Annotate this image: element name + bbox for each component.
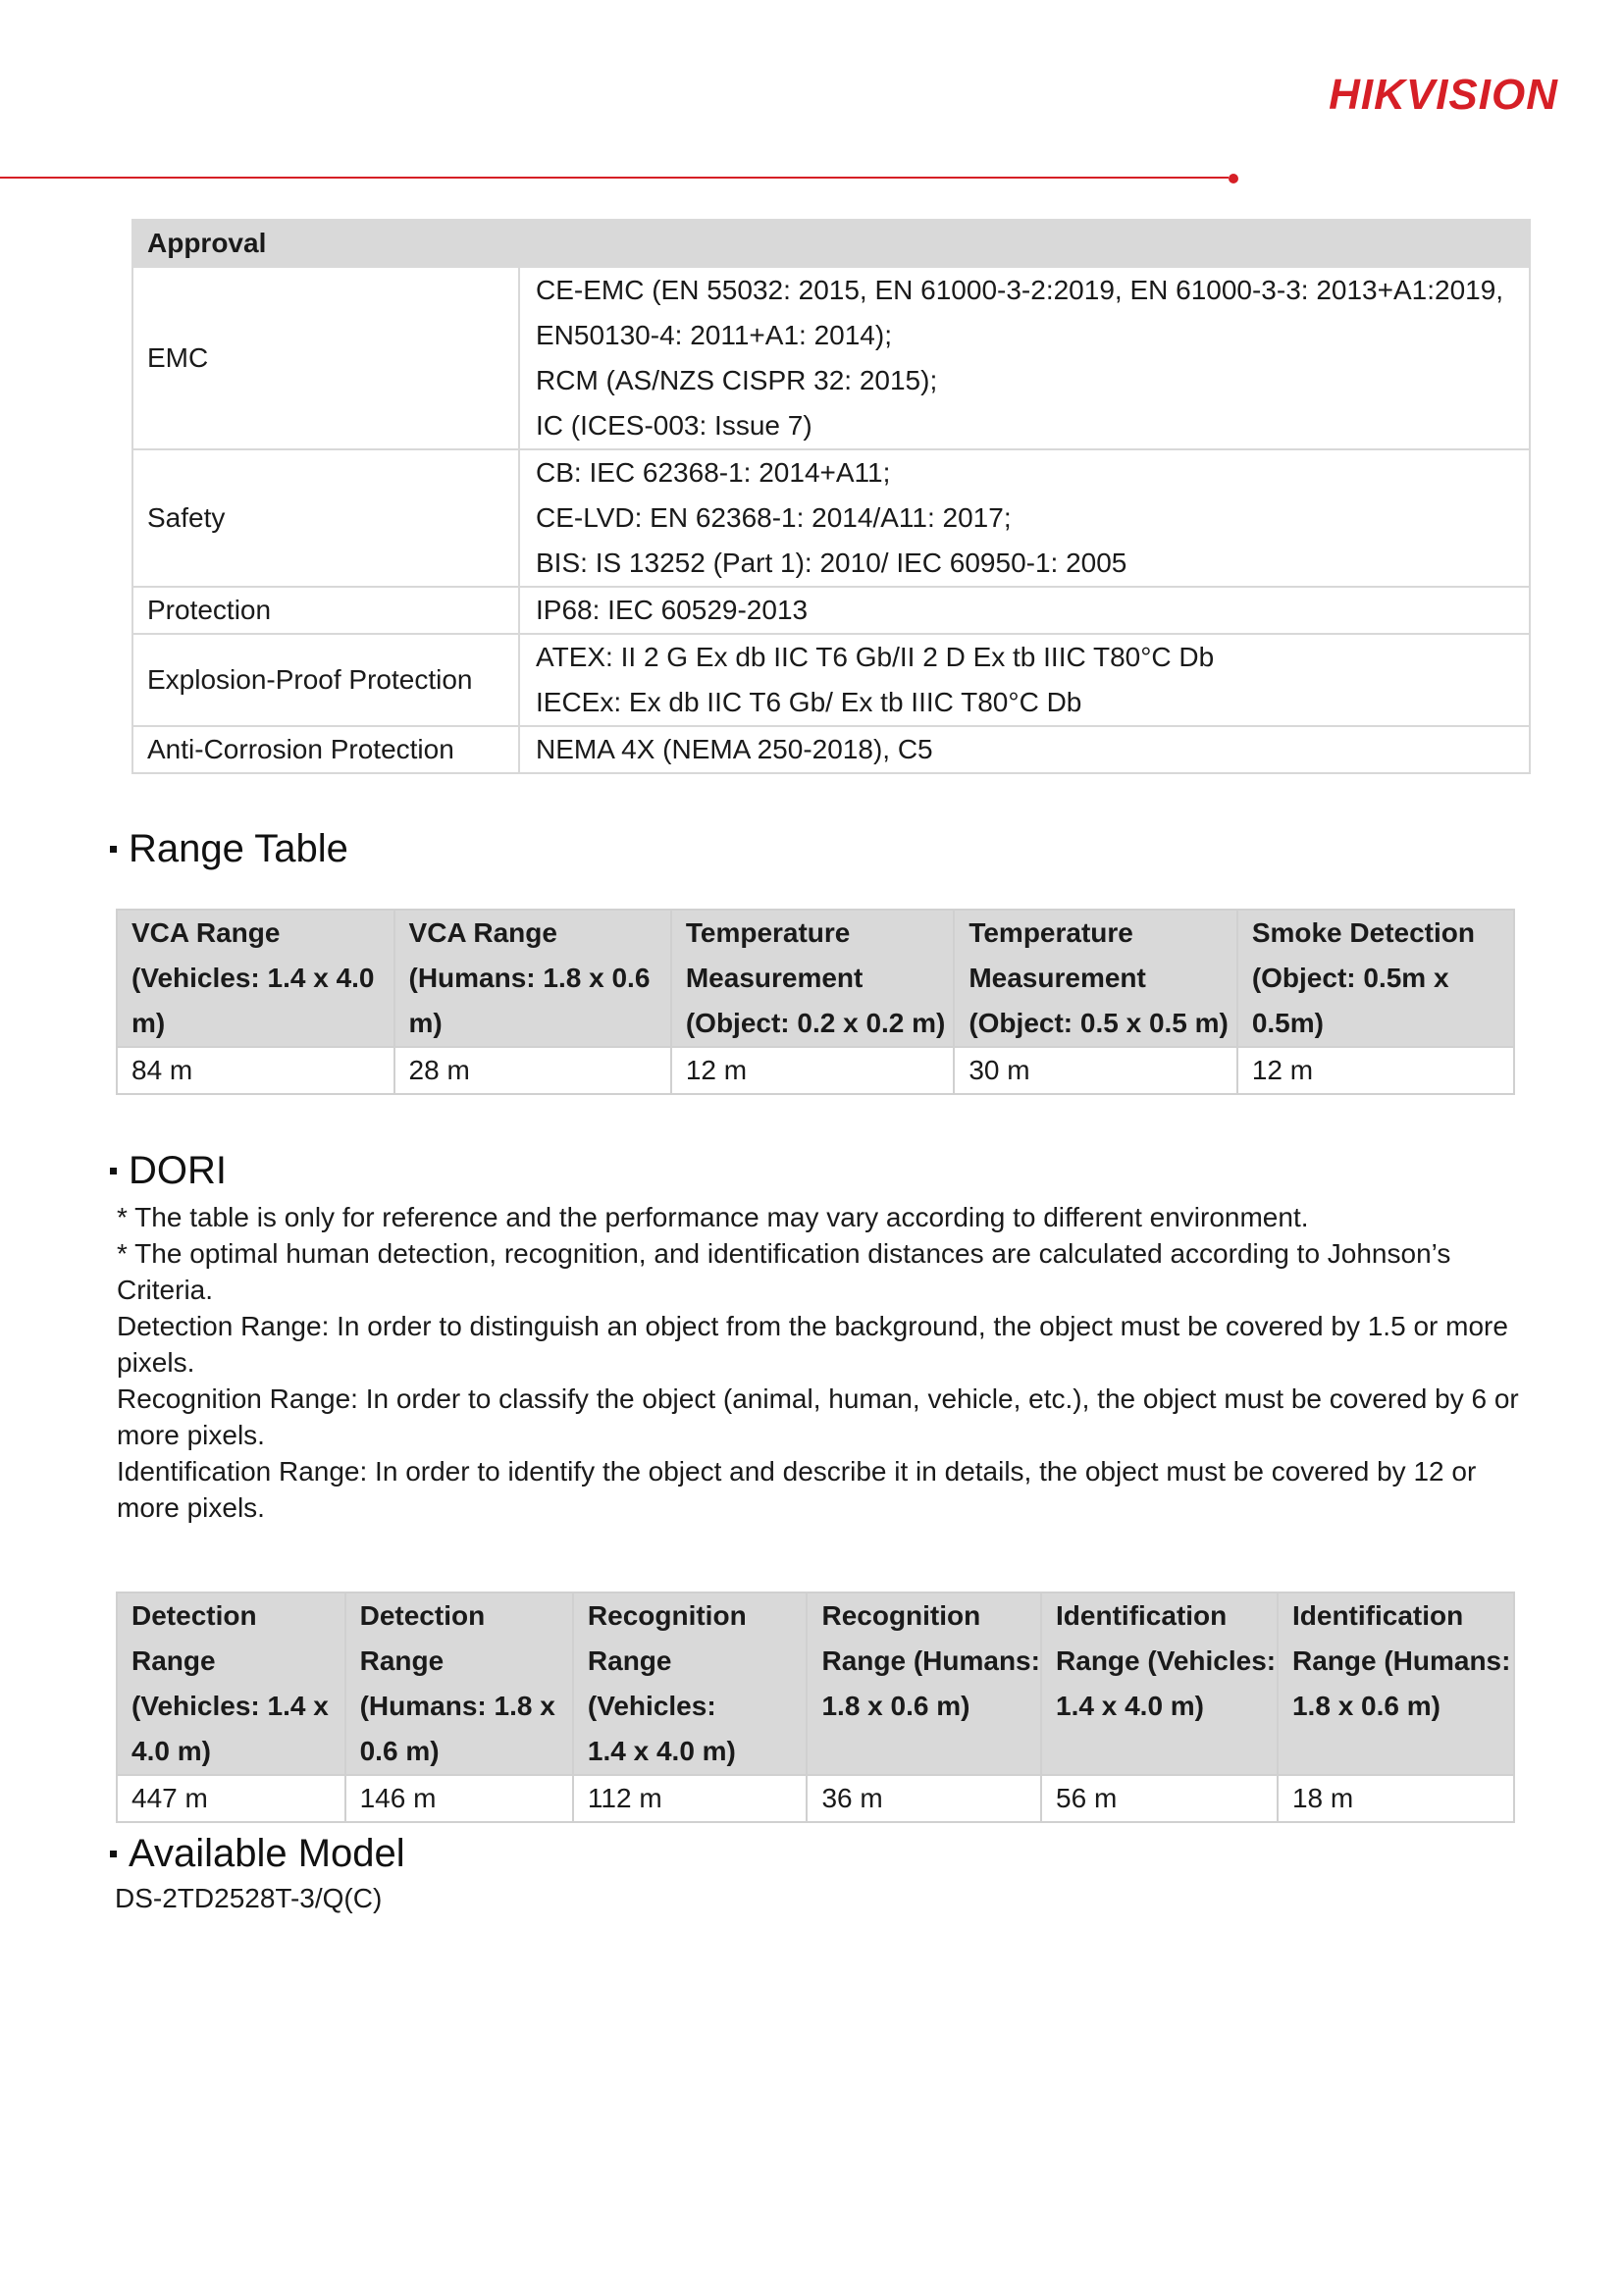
table-row	[117, 1775, 1514, 1822]
dori-header-line: Detection Range	[131, 1600, 257, 1676]
range-header-line: Temperature	[685, 917, 851, 948]
approval-value	[519, 587, 1530, 634]
range-header-line: VCA Range	[408, 917, 557, 948]
dori-header-line: 0.6 m)	[359, 1736, 440, 1766]
approval-header-row	[132, 220, 1530, 267]
approval-value-line: CB: IEC 62368-1: 2014+A11;	[536, 457, 891, 488]
dori-value: 18 m	[1278, 1775, 1514, 1822]
approval-label: Protection	[132, 587, 519, 634]
range-header-line: 0.5m)	[1251, 1008, 1324, 1038]
dori-header-line: Identification	[1291, 1600, 1464, 1631]
table-row	[117, 1047, 1514, 1094]
approval-value	[519, 726, 1530, 773]
approval-value-line: RCM (AS/NZS CISPR 32: 2015);	[536, 365, 938, 395]
approval-value-line: NEMA 4X (NEMA 250-2018), C5	[536, 734, 933, 764]
approval-label: Explosion-Proof Protection	[132, 634, 519, 726]
approval-value-line: IECEx: Ex db IIC T6 Gb/ Ex tb IIIC T80°C Db	[536, 687, 1082, 717]
range-header-cell	[117, 910, 394, 1047]
header-divider-dot	[1229, 174, 1238, 183]
bullet-icon	[110, 1851, 117, 1857]
approval-table	[131, 219, 1531, 774]
dori-header-line: Range (Humans:	[1291, 1645, 1511, 1676]
range-header-line: (Object: 0.2 x 0.2 m)	[685, 1008, 946, 1038]
range-header-line: m)	[408, 1008, 443, 1038]
dori-header-line: 1.4 x 4.0 m)	[587, 1736, 736, 1766]
approval-value-line: CE-EMC (EN 55032: 2015, EN 61000-3-2:2019, EN 61000-3-3: 2013+A1:2019,	[536, 275, 1504, 305]
dori-header-line: Recognition	[821, 1600, 981, 1631]
range-header-line: m)	[131, 1008, 166, 1038]
approval-label: EMC	[132, 267, 519, 449]
table-row	[132, 634, 1530, 726]
range-header-cell	[394, 910, 671, 1047]
range-header-line: (Object: 0.5m x	[1251, 963, 1449, 993]
dori-header-line: Identification	[1056, 1600, 1228, 1631]
available-model-title-text: Available Model	[129, 1832, 405, 1875]
approval-value	[519, 634, 1530, 726]
dori-note: * The optimal human detection, recognition, and identification distances are calculated according to Johnson’s Criteria.	[117, 1238, 1451, 1305]
range-header-line: Measurement	[969, 963, 1146, 993]
dori-note: Detection Range: In order to distinguish an object from the background, the object must be covered by 1.5 or more pixels.	[117, 1311, 1508, 1378]
dori-title	[110, 1146, 227, 1195]
approval-value-line: CE-LVD: EN 62368-1: 2014/A11: 2017;	[536, 502, 1012, 533]
dori-value: 56 m	[1041, 1775, 1278, 1822]
dori-value: 36 m	[807, 1775, 1041, 1822]
available-model-title	[110, 1829, 405, 1878]
dori-note: * The table is only for reference and the performance may vary according to different environment.	[117, 1202, 1309, 1232]
range-header-cell	[671, 910, 954, 1047]
dori-notes	[117, 1199, 1520, 1526]
range-header-line: Temperature	[969, 917, 1133, 948]
dori-value: 112 m	[573, 1775, 808, 1822]
hikvision-logo: HIKVISION	[1329, 71, 1558, 119]
range-header-cell	[1237, 910, 1514, 1047]
approval-value	[519, 267, 1530, 449]
dori-value: 146 m	[345, 1775, 573, 1822]
range-table	[116, 909, 1515, 1095]
range-value: 12 m	[1237, 1047, 1514, 1094]
dori-title-text: DORI	[129, 1149, 227, 1192]
range-header-line: (Object: 0.5 x 0.5 m)	[969, 1008, 1229, 1038]
dori-header-cell	[345, 1592, 573, 1775]
dori-header-line: Range (Vehicles:	[587, 1645, 716, 1721]
dori-value: 447 m	[117, 1775, 345, 1822]
dori-header-line: Detection Range	[359, 1600, 486, 1676]
range-header-line: Smoke Detection	[1251, 917, 1475, 948]
dori-header-cell	[573, 1592, 808, 1775]
header-divider	[0, 177, 1229, 179]
dori-header-line: Range (Vehicles:	[1056, 1645, 1277, 1676]
dori-header-cell	[1041, 1592, 1278, 1775]
approval-header: Approval	[132, 220, 1530, 267]
range-header-cell	[954, 910, 1236, 1047]
dori-header-line: (Vehicles: 1.4 x	[131, 1691, 329, 1721]
range-header-row	[117, 910, 1514, 1047]
dori-header-cell	[807, 1592, 1041, 1775]
range-value: 84 m	[117, 1047, 394, 1094]
range-header-line: VCA Range	[131, 917, 281, 948]
approval-value-line: EN50130-4: 2011+A1: 2014);	[536, 320, 892, 350]
approval-value	[519, 449, 1530, 587]
range-table-title-text: Range Table	[129, 827, 348, 870]
model-number: DS-2TD2528T-3/Q(C)	[115, 1883, 383, 1913]
dori-header-line: 4.0 m)	[131, 1736, 211, 1766]
range-header-line: (Vehicles: 1.4 x 4.0	[131, 963, 375, 993]
table-row	[132, 267, 1530, 449]
dori-header-cell	[1278, 1592, 1514, 1775]
dori-header-line: Range (Humans:	[821, 1645, 1040, 1676]
range-value: 30 m	[954, 1047, 1236, 1094]
range-header-line: Measurement	[685, 963, 864, 993]
dori-header-line: (Humans: 1.8 x	[359, 1691, 555, 1721]
approval-value-line: IC (ICES-003: Issue 7)	[536, 410, 812, 441]
dori-header-line: 1.8 x 0.6 m)	[821, 1691, 970, 1721]
range-value: 28 m	[394, 1047, 671, 1094]
approval-value-line: BIS: IS 13252 (Part 1): 2010/ IEC 60950-1: 2005	[536, 548, 1127, 578]
dori-header-cell	[117, 1592, 345, 1775]
dori-note: Recognition Range: In order to classify the object (animal, human, vehicle, etc.), the object must be covered by 6 or more pixels.	[117, 1383, 1519, 1450]
table-row	[132, 449, 1530, 587]
approval-label: Anti-Corrosion Protection	[132, 726, 519, 773]
bullet-icon	[110, 846, 117, 853]
approval-label: Safety	[132, 449, 519, 587]
dori-header-row	[117, 1592, 1514, 1775]
approval-value-line: IP68: IEC 60529-2013	[536, 595, 809, 625]
approval-value-line: ATEX: II 2 G Ex db IIC T6 Gb/II 2 D Ex tb IIIC T80°C Db	[536, 642, 1215, 672]
bullet-icon	[110, 1168, 117, 1174]
range-value: 12 m	[671, 1047, 954, 1094]
dori-note: Identification Range: In order to identify the object and describe it in details, the object must be covered by 12 or more pixels.	[117, 1456, 1477, 1523]
table-row	[132, 587, 1530, 634]
range-header-line: (Humans: 1.8 x 0.6	[408, 963, 651, 993]
range-table-title	[110, 824, 348, 873]
dori-header-line: Recognition	[587, 1600, 747, 1631]
dori-table	[116, 1592, 1515, 1823]
dori-header-line: 1.4 x 4.0 m)	[1056, 1691, 1205, 1721]
dori-header-line: 1.8 x 0.6 m)	[1291, 1691, 1440, 1721]
table-row	[132, 726, 1530, 773]
